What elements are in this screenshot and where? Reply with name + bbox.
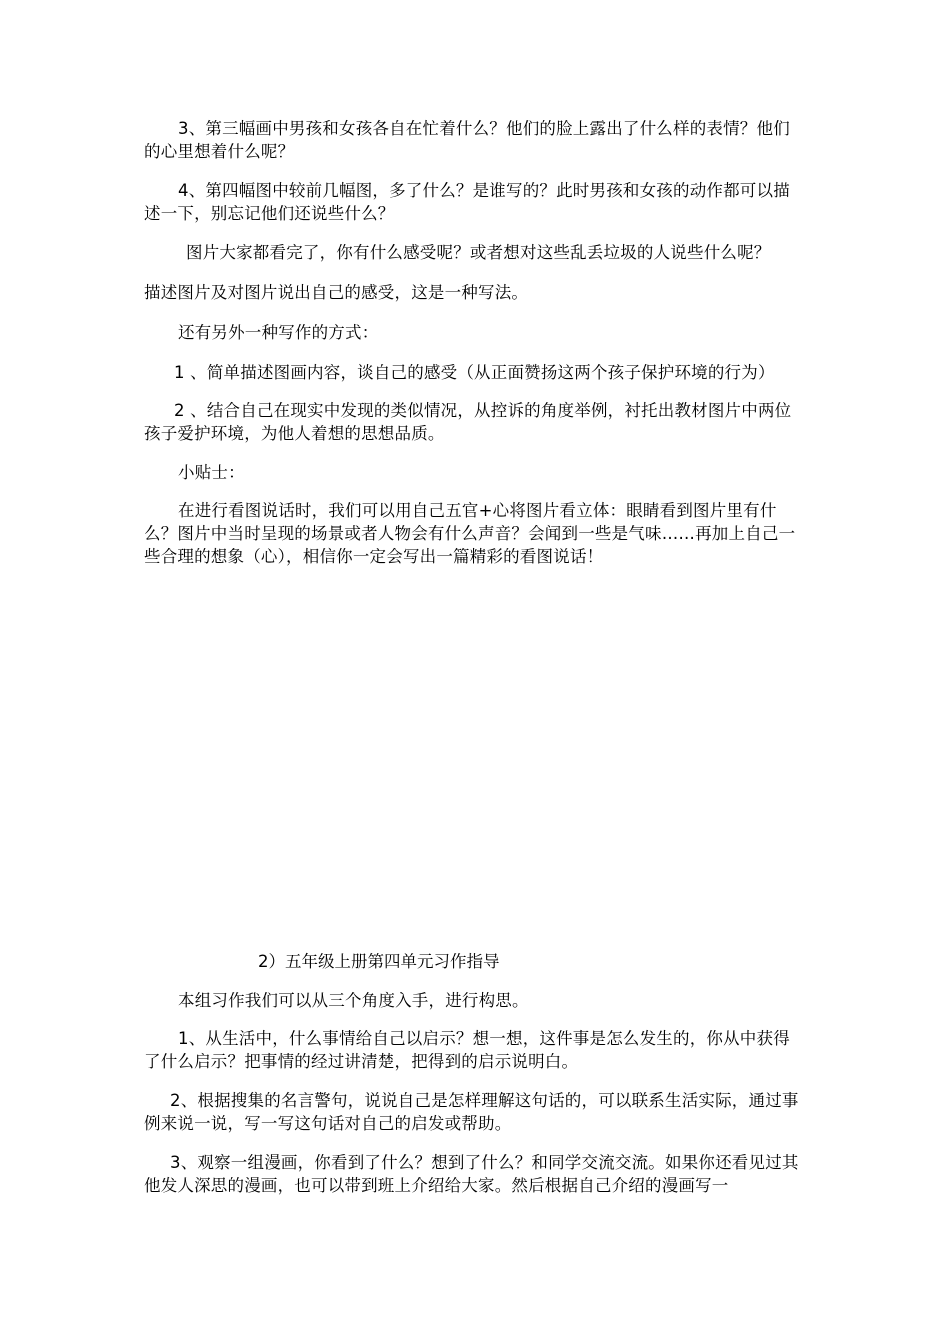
paragraph-angle-3: 3、观察一组漫画，你看到了什么？想到了什么？和同学交流交流。如果你还看见过其他发人深思的漫画，也可以带到班上介绍给大家。然后根据自己介绍的漫画写一 (144, 1153, 799, 1195)
paragraph-tips-label: 小贴士： (178, 463, 245, 482)
paragraph-method-item-2: 2 、结合自己在现实中发现的类似情况，从控诉的角度举例，衬托出教材图片中两位孩子爱护环境，为他人着想的思想品质。 (144, 401, 792, 443)
paragraph-tips-body: 在进行看图说话时，我们可以用自己五官+心将图片看立体：眼睛看到图片里有什么？图片中当时呈现的场景或者人物会有什么声音？会闻到一些是气味……再加上自己一些合理的想象（心），相信你一定会写出一篇精彩的看图说话！ (144, 501, 796, 566)
paragraph-third-picture: 3、第三幅画中男孩和女孩各自在忙着什么？他们的脸上露出了什么样的表情？他们的心里想着什么呢？ (144, 119, 790, 161)
paragraph-feelings-question: 图片大家都看完了，你有什么感受呢？或者想对这些乱丢垃圾的人说些什么呢？ (186, 243, 771, 262)
paragraph-fourth-picture: 4、第四幅图中较前几幅图，多了什么？是谁写的？此时男孩和女孩的动作都可以描述一下，别忘记他们还说些什么？ (144, 181, 790, 223)
paragraph-method-item-1: 1 、简单描述图画内容，谈自己的感受（从正面赞扬这两个孩子保护环境的行为） (174, 363, 775, 382)
paragraph-angle-1: 1、从生活中，什么事情给自己以启示？想一想，这件事是怎么发生的，你从中获得了什么启示？把事情的经过讲清楚，把得到的启示说明白。 (144, 1029, 790, 1071)
paragraph-another-method: 还有另外一种写作的方式： (178, 323, 379, 342)
section-heading: 2）五年级上册第四单元习作指导 (258, 952, 500, 971)
paragraph-three-angles: 本组习作我们可以从三个角度入手，进行构思。 (178, 991, 529, 1010)
paragraph-writing-method-one: 描述图片及对图片说出自己的感受，这是一种写法。 (144, 283, 529, 302)
paragraph-angle-2: 2、根据搜集的名言警句，说说自己是怎样理解这句话的，可以联系生活实际，通过事例来说一说，写一写这句话对自己的启发或帮助。 (144, 1091, 799, 1133)
